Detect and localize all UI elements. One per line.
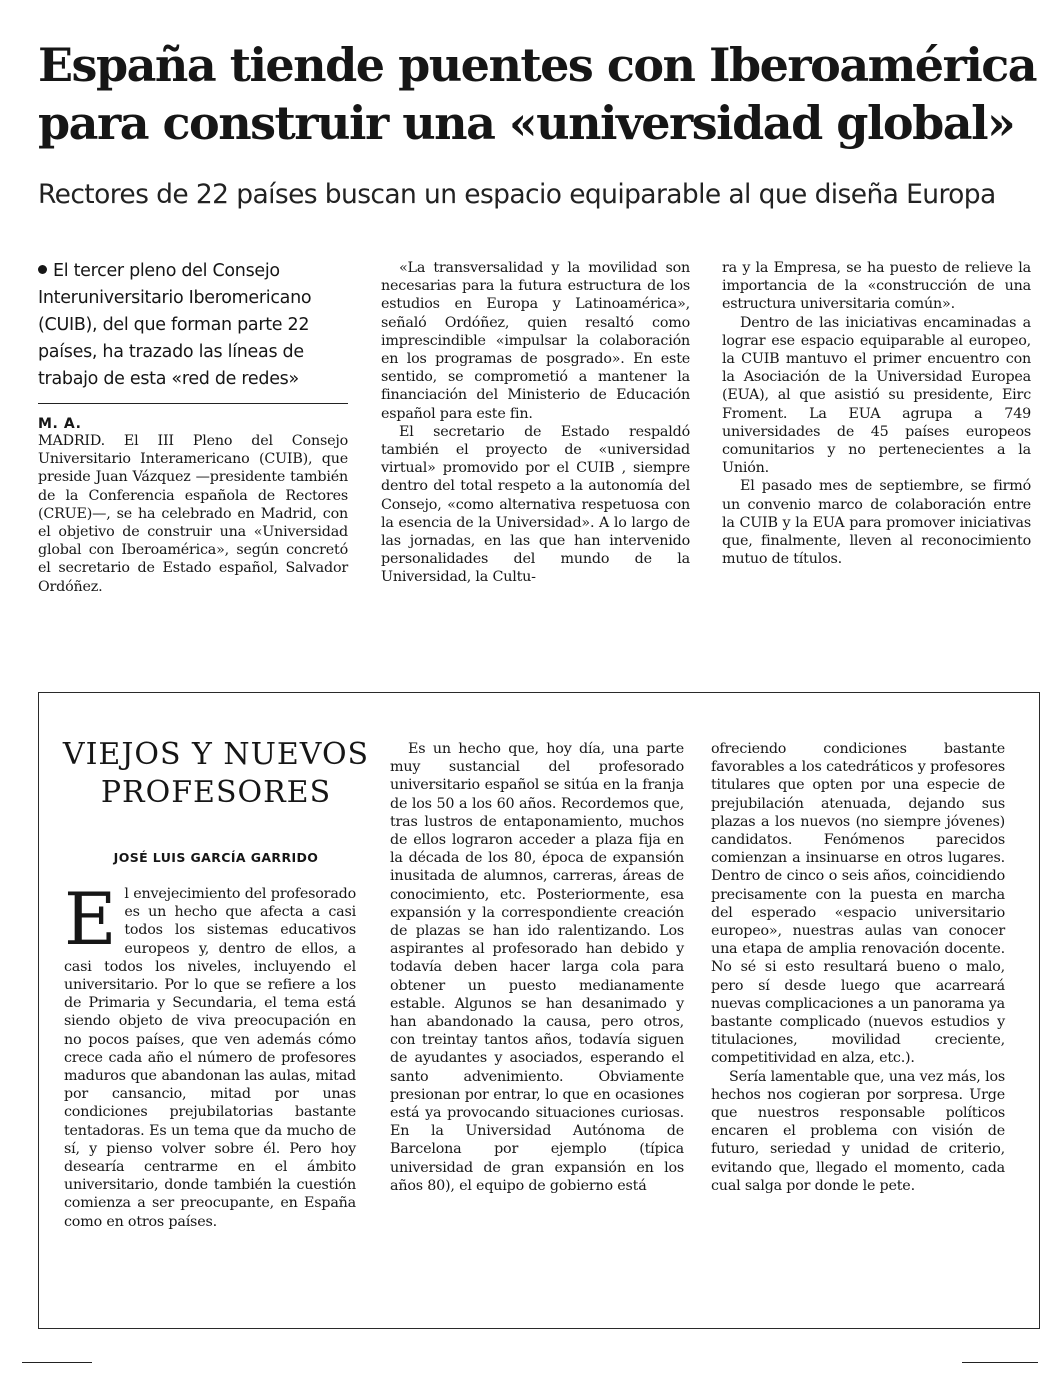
article-column-2 — [381, 259, 690, 587]
article-paragraph — [38, 432, 348, 596]
lede-divider — [38, 403, 348, 404]
lede-text: El tercer pleno del Consejo Interuniversitario Iberomericano (CUIB), del que forman parte 22 países, ha trazado las líneas de trabajo de esta «red de redes» — [38, 261, 312, 389]
article-column-1 — [38, 258, 348, 596]
article-paragraph: El secretario de Estado respaldó también el proyecto de «universidad virtual» promovido por el CUIB , siempre dentro del total respeto a la autonomía del Consejo, «como alternativa respetuosa con la esencia de la Universidad». A lo largo de las jornadas, en las que han intervenido personalidades del mundo de la Universidad, la Cultu- — [381, 423, 690, 586]
article-column-3 — [722, 259, 1031, 568]
article-subheadline: Rectores de 22 países buscan un espacio equiparable al que diseña Europa — [38, 179, 996, 210]
opinion-title: VIEJOS Y NUEVOS PROFESORES — [62, 737, 370, 810]
article-byline: M. A. — [38, 416, 82, 432]
opinion-column-2 — [390, 740, 684, 1195]
opinion-column-1 — [64, 877, 356, 1231]
article-headline: España tiende puentes con Iberoamérica para construir una «universidad global» — [38, 38, 1037, 150]
page-rule-left — [22, 1362, 92, 1363]
opinion-paragraph — [64, 877, 356, 1231]
bullet-icon — [38, 265, 47, 274]
opinion-author: JOSÉ LUIS GARCÍA GARRIDO — [113, 850, 319, 865]
article-lede — [38, 258, 348, 393]
opinion-paragraph-text: l envejecimiento del profesorado es un hecho que afecta a casi todos los sistemas educativos europeos y, dentro de ellos, a casi todos los niveles, incluyendo el universitario. Por lo que se refiere a los de Primaria y Secundaria, el tema está siendo objeto de viva preocupación en no pocos países, que ven además cómo crece cada año el número de profesores maduros que abandonan las aulas, mitad por cansancio, mitad por unas condiciones prejubilatorias bastante tentadoras. Es un tema que da mucho de sí, y pienso volver sobre él. Pero hoy desearía centrarme en el ámbito universitario, donde también la cuestión comienza a ser preocupante, en España como en otros países. — [64, 886, 356, 1230]
article-paragraph: Dentro de las iniciativas encaminadas a lograr ese espacio equiparable al europeo, la CUIB mantuvo el primer encuentro con la Asociación de la Universidad Europea (EUA), al que asistió su presidente, Eirc Froment. La EUA agrupa a 749 universidades de 45 países europeos comunitarios y no pertenecientes a la Unión. — [722, 314, 1031, 477]
article-paragraph: «La transversalidad y la movilidad son necesarias para la futura estructura de los estudios en Europa y Latinoamérica», señaló Ordóñez, quien resaltó como imprescindible «impulsar la colaboración en los programas de posgrado». En este sentido, se comprometió a mantener la financiación del Ministerio de Educación español para este fin. — [381, 260, 690, 422]
dropcap-letter: E — [64, 877, 117, 961]
page-rule-right — [962, 1362, 1038, 1363]
opinion-paragraph: Es un hecho que, hoy día, una parte muy sustancial del profesorado universitario español se sitúa en la franja de los 50 a los 60 años. Recordemos que, tras lustros de entaponamiento, muchos de ellos lograron acceder a plaza fija en la década de los 80, época de expansión inusitada de alumnos, carreras, áreas de conocimiento, etc. Posteriormente, esa expansión y la correspondiente creación de plazas se han ido ralentizando. Los aspirantes al profesorado han debido y todavía deben hacer larga cola para obtener un puesto medianamente estable. Algunos se han desanimado y han abandonado la causa, pero otros, con treintay tantos años, todavía siguen de ayudantes y asociados, esperando el santo advenimiento. Obviamente presionan por entrar, lo que en ocasiones está ya provocando situaciones curiosas. En la Universidad Autónoma de Barcelona por ejemplo (típica universidad de gran expansión en los años 80), el equipo de gobierno está — [390, 741, 684, 1194]
opinion-paragraph: ofreciendo condiciones bastante favorables a los catedráticos y profesores titulares que opten por una especie de prejubilación atenuada, dejando sus plazas a los nuevos (no siempre jóvenes) candidatos. Fenómenos parecidos comienzan a insinuarse en otros lugares. Dentro de cinco o seis años, coincidiendo precisamente con la puesta en marcha del esperado «espacio universitario europeo», nuestras aulas van conocer una etapa de amplia renovación docente. No sé si esto resultará bueno o malo, pero sí desde luego que acarreará nuevas complicaciones a un panorama ya bastante complicado (nuevos estudios y titulaciones, movilidad creciente, competitividad en alza, etc.). — [711, 741, 1005, 1067]
opinion-paragraph: Sería lamentable que, una vez más, los hechos nos cogieran por sorpresa. Urge que nuestros responsable políticos encaren el problema con visión de futuro, seriedad y unidad de criterio, evitando que, llegado el momento, cada cual salga por donde le pete. — [711, 1068, 1005, 1194]
opinion-column-3 — [711, 740, 1005, 1195]
article-paragraph: ra y la Empresa, se ha puesto de relieve la importancia de la «construcción de una estructura universitaria común». — [722, 260, 1031, 313]
article-dateline: MADRID. — [38, 433, 105, 449]
article-paragraph-text: El III Pleno del Consejo Universitario Interamericano (CUIB), que preside Juan Vázquez —presidente también de la Conferencia española de Rectores (CRUE)—, se ha celebrado en Madrid, con el objetivo de construir una «Universidad global con Iberoamérica», según concretó el secretario de Estado español, Salvador Ordóñez. — [38, 433, 348, 595]
article-paragraph: El pasado mes de septiembre, se firmó un convenio marco de colaboración entre la CUIB y la EUA para promover iniciativas que, finalmente, lleven al reconocimiento mutuo de títulos. — [722, 478, 1031, 568]
